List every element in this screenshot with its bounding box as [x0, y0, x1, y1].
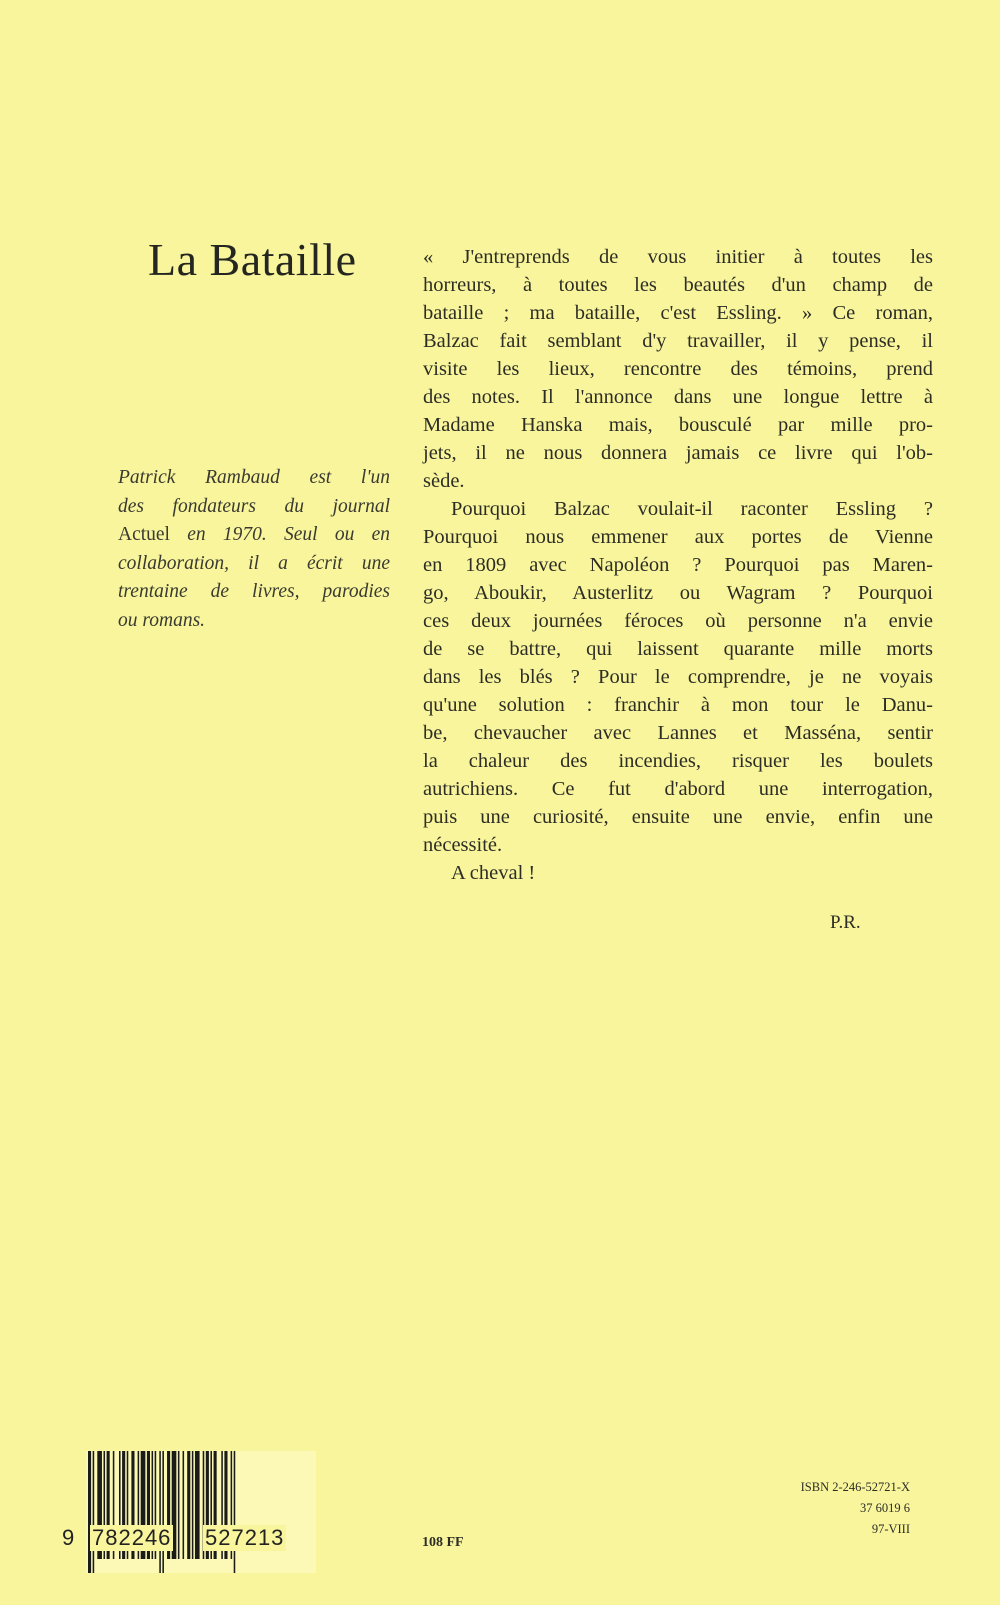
barcode-bar	[187, 1451, 190, 1559]
barcode-bar	[183, 1451, 185, 1559]
barcode-bar	[93, 1451, 95, 1573]
barcode-digits-right: 527213	[205, 1525, 285, 1550]
barcode-bar	[178, 1451, 180, 1559]
bio-line: trentaine de livres, parodies	[118, 581, 390, 602]
barcode-bar	[88, 1451, 91, 1573]
bio-line-rest: en 1970. Seul ou en	[169, 524, 390, 545]
blurb-line: Balzac fait semblant d'y travailler, il y pense, il	[423, 330, 933, 352]
barcode-digits-left: 782246	[92, 1525, 172, 1550]
blurb-line: des notes. Il l'annonce dans une longue lettre à	[423, 386, 933, 408]
barcode	[60, 1451, 316, 1581]
blurb-line: la chaleur des incendies, risquer les boulets	[423, 750, 933, 772]
blurb-line: A cheval !	[451, 862, 536, 884]
blurb-line: « J'entreprends de vous initier à toutes les	[423, 246, 933, 268]
book-title: La Bataille	[148, 234, 357, 285]
blurb-line: jets, il ne nous donnera jamais ce livre qui l'ob-	[423, 442, 933, 464]
blurb-text	[423, 243, 933, 887]
bio-line	[118, 521, 390, 550]
barcode-graphic	[86, 1451, 316, 1573]
blurb-line: sède.	[423, 470, 465, 492]
blurb-line: horreurs, à toutes les beautés d'un champ de	[423, 274, 933, 296]
author-bio	[118, 464, 390, 635]
blurb-line: dans les blés ? Pour le comprendre, je ne voyais	[423, 666, 933, 688]
blurb-line: be, chevaucher avec Lannes et Masséna, sentir	[423, 722, 933, 744]
blurb-line: Pourquoi nous emmener aux portes de Vienne	[423, 526, 933, 548]
bio-line: collaboration, il a écrit une	[118, 552, 390, 574]
barcode-bar	[192, 1451, 194, 1559]
blurb-line: go, Aboukir, Austerlitz ou Wagram ? Pourquoi	[423, 582, 933, 604]
blurb-line: bataille ; ma bataille, c'est Essling. » Ce roman,	[423, 302, 933, 324]
blurb-line: autrichiens. Ce fut d'abord une interrogation,	[423, 778, 933, 800]
blurb-line: nécessité.	[423, 834, 503, 856]
product-code: 37 6019 6	[860, 1501, 910, 1515]
blurb-line: ces deux journées féroces où personne n'a envie	[423, 610, 933, 632]
journal-name: Actuel	[118, 524, 170, 545]
publisher-codes	[760, 1477, 910, 1540]
price: 108 FF	[422, 1535, 464, 1550]
blurb-line: qu'une solution : franchir à mon tour le Danu-	[423, 694, 933, 716]
bio-line: ou romans.	[118, 609, 206, 631]
blurb-line: puis une curiosité, ensuite une envie, enfin une	[423, 806, 933, 828]
barcode-bar	[159, 1451, 161, 1573]
blurb-line: visite les lieux, rencontre des témoins, prend	[423, 358, 933, 380]
barcode-bars	[86, 1451, 316, 1573]
barcode-bar	[234, 1451, 236, 1573]
barcode-bar	[195, 1451, 200, 1559]
signature: P.R.	[830, 912, 861, 933]
barcode-first-digit: 9	[62, 1525, 75, 1550]
blurb-line: en 1809 avec Napoléon ? Pourquoi pas Maren-	[423, 554, 933, 576]
blurb-line: Pourquoi Balzac voulait-il raconter Essling ?	[451, 498, 933, 520]
blurb-line: Madame Hanska mais, bousculé par mille pro-	[423, 414, 933, 436]
edition-code: 97-VIII	[871, 1522, 910, 1536]
isbn: ISBN 2-246-52721-X	[800, 1480, 910, 1494]
barcode-bar	[162, 1451, 164, 1573]
blurb-line: de se battre, qui laissent quarante mille morts	[423, 638, 933, 660]
bio-line: des fondateurs du journal	[118, 495, 390, 517]
bio-line: Patrick Rambaud est l'un	[118, 467, 390, 488]
